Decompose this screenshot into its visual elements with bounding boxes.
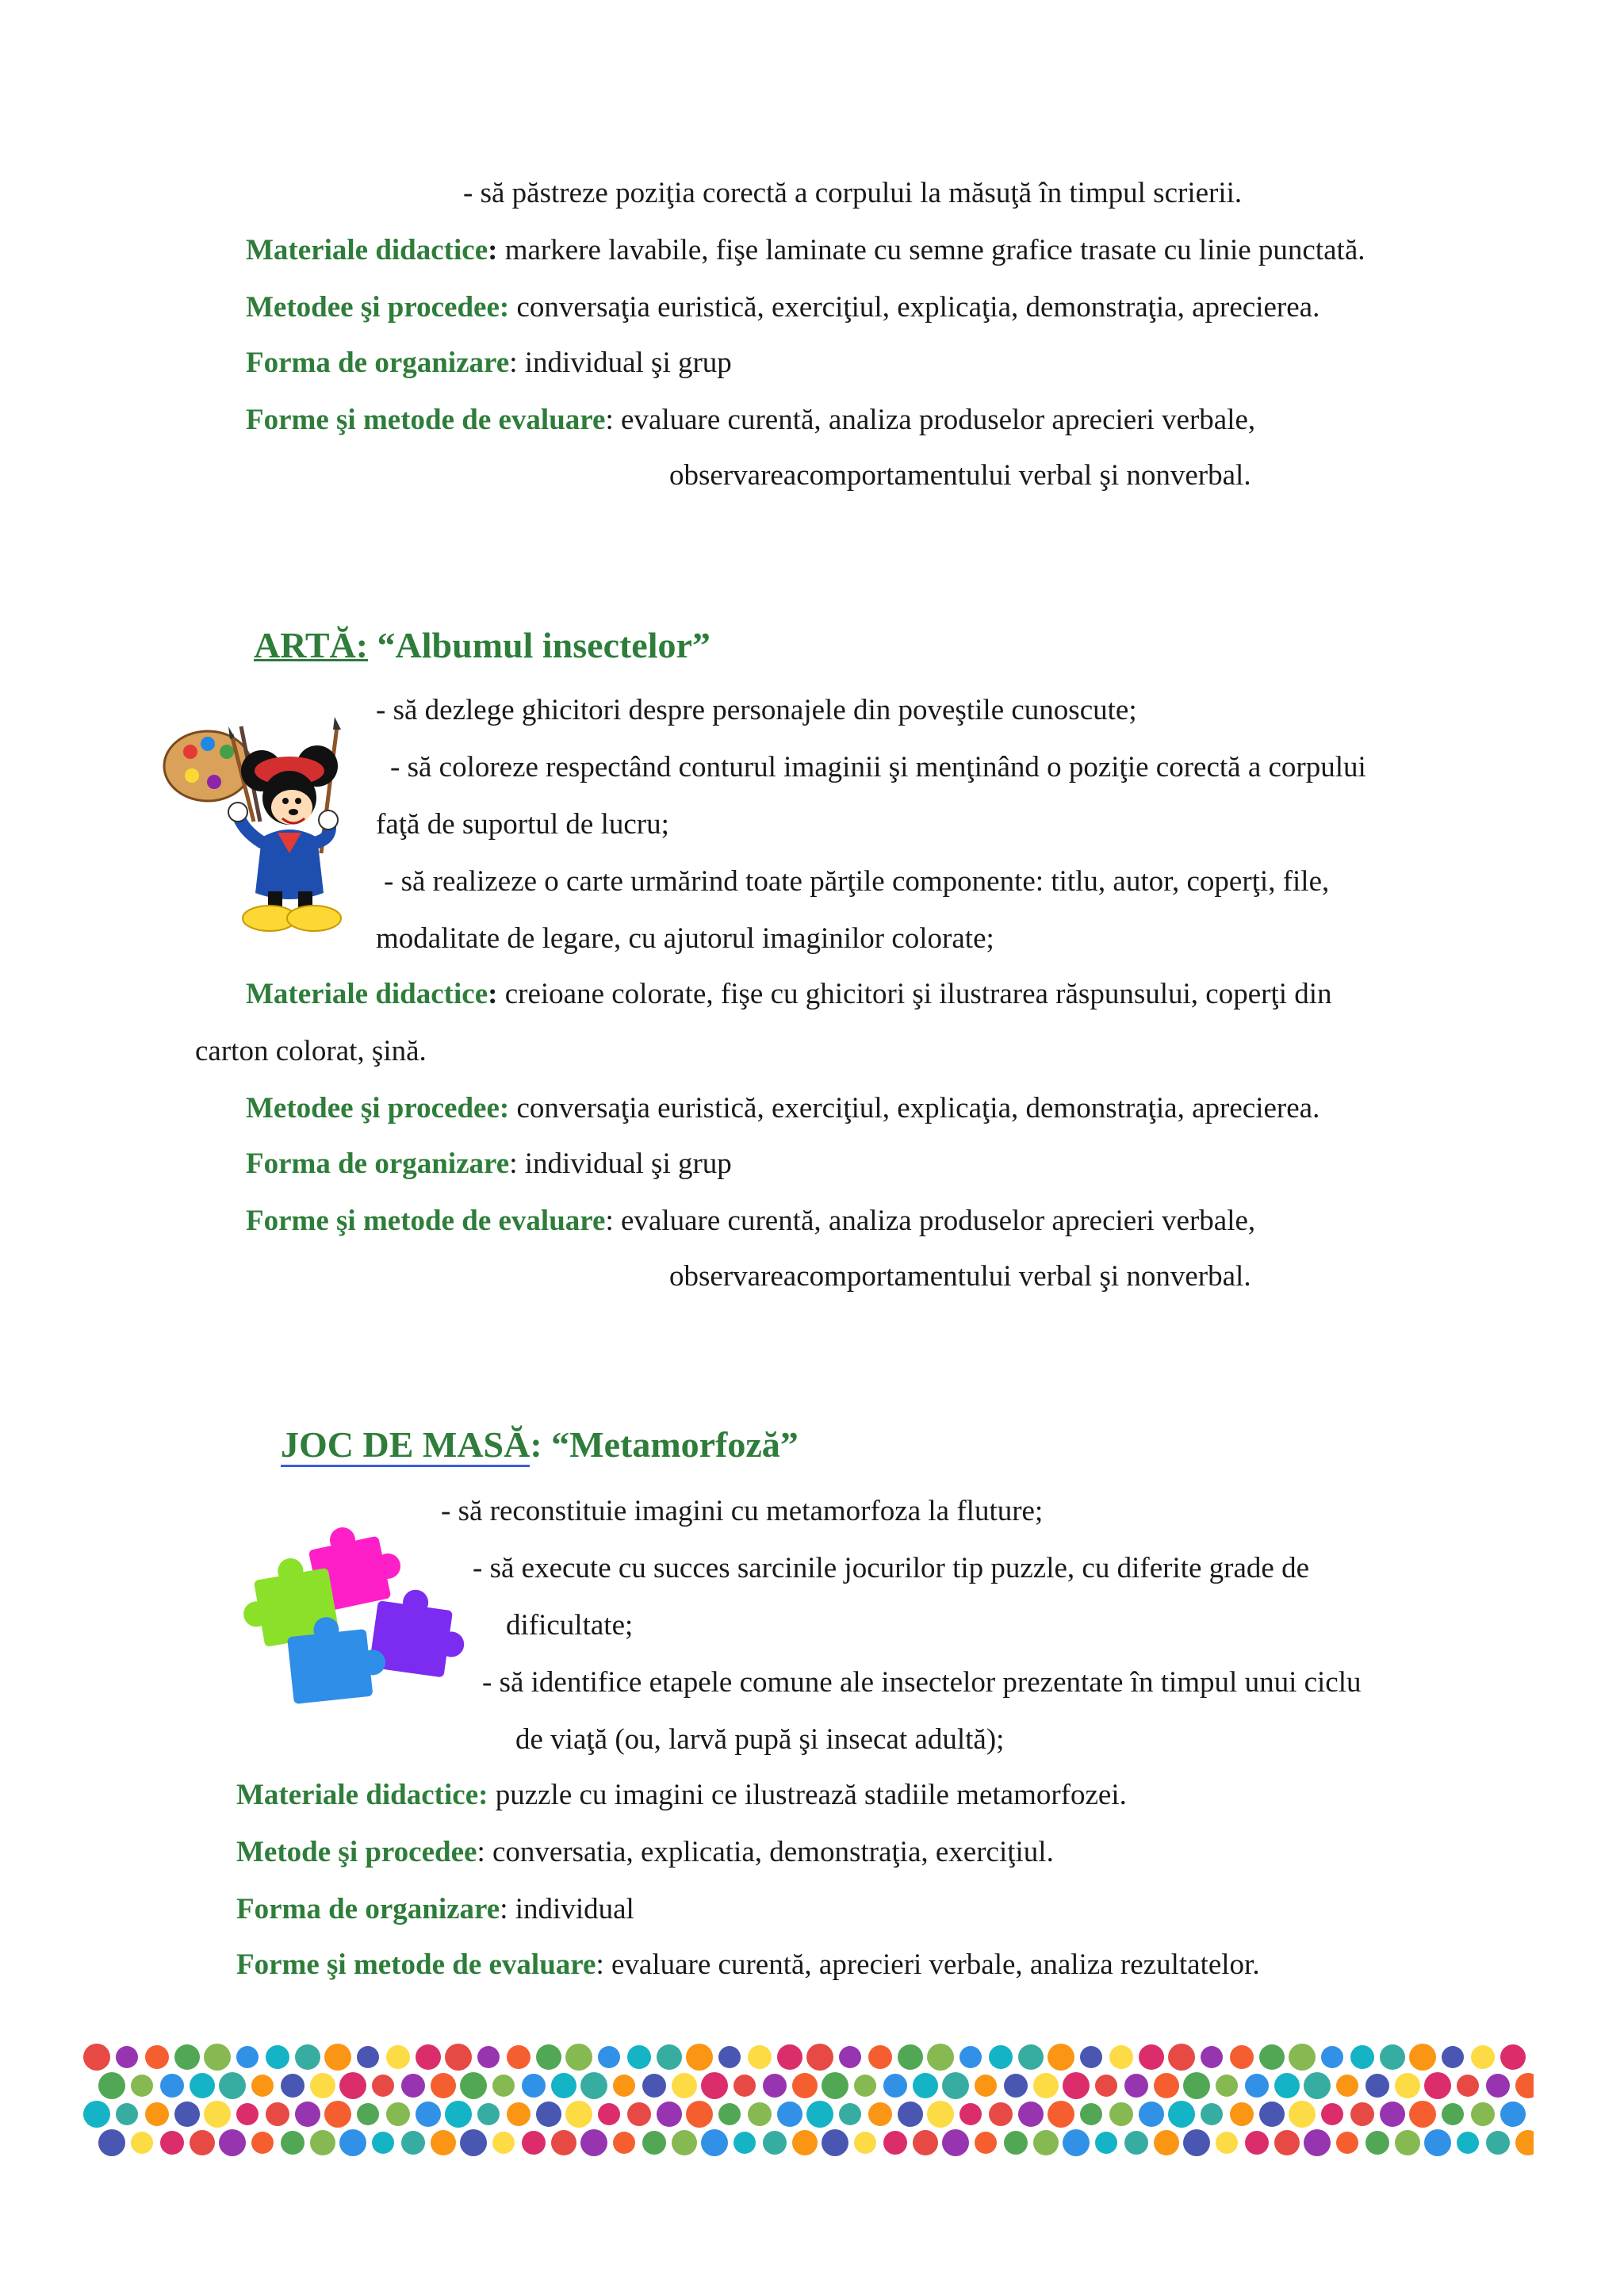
decorative-dot xyxy=(1095,2075,1117,2097)
arta-org-row xyxy=(246,1147,732,1182)
decorative-dot xyxy=(942,2072,969,2099)
decorative-dot xyxy=(839,2046,861,2068)
decorative-dot xyxy=(959,2103,982,2125)
decorative-dot xyxy=(477,2046,500,2068)
decorative-dot xyxy=(98,2072,125,2099)
decorative-dot xyxy=(1183,2072,1210,2099)
decorative-dot xyxy=(339,2072,366,2099)
decorative-dot xyxy=(1259,2102,1285,2127)
decorative-dot xyxy=(1063,2072,1090,2099)
decorative-dot xyxy=(324,2044,351,2071)
decorative-dot xyxy=(1201,2046,1223,2068)
decorative-dot xyxy=(672,2073,697,2098)
joc-eval-row xyxy=(236,1948,1260,1983)
org-colon: : xyxy=(509,1148,525,1180)
org-label: Forma de organizare xyxy=(246,347,510,379)
decorative-dot xyxy=(266,2045,289,2069)
joc-objective-1: - să reconstituie imagini cu metamorfoza la fluture; xyxy=(441,1495,1044,1527)
decorative-dot xyxy=(1109,2045,1133,2069)
decorative-dot xyxy=(174,2044,200,2070)
decorative-dot xyxy=(733,2075,756,2097)
methods-value: conversatia, explicatia, demonstraţia, exerciţiul. xyxy=(492,1836,1054,1868)
eval-value: evaluare curentă, aprecieri verbale, analiza rezultatelor. xyxy=(611,1948,1260,1981)
decorative-dot xyxy=(913,2073,938,2098)
decorative-dot xyxy=(401,2131,425,2155)
decorative-dot xyxy=(1080,2103,1102,2125)
decorative-dot xyxy=(927,2101,954,2128)
top-org-row xyxy=(246,346,732,381)
materials-value: creioane colorate, fişe cu ghicitori şi ilustrarea răspunsului, coperţi din xyxy=(504,978,1332,1010)
decorative-dot xyxy=(522,2131,546,2155)
decorative-dot xyxy=(1395,2073,1420,2098)
decorative-dot xyxy=(460,2129,487,2156)
decorative-dot xyxy=(372,2132,394,2154)
methods-colon: : xyxy=(477,1836,492,1868)
decorative-dot xyxy=(190,2073,215,2098)
eval-value-1: evaluare curentă, analiza produselor aprecieri verbale, xyxy=(621,1205,1256,1237)
decorative-dot xyxy=(1274,2130,1300,2155)
decorative-dot xyxy=(116,2046,138,2068)
decorative-dot xyxy=(1500,2102,1526,2127)
decorative-dot xyxy=(1216,2075,1238,2097)
decorative-dot xyxy=(718,2103,741,2125)
decorative-dot xyxy=(281,2074,304,2098)
decorative-dot xyxy=(792,2130,818,2155)
decorative-dot xyxy=(1289,2101,1316,2128)
eval-label: Forme şi metode de evaluare xyxy=(246,1205,606,1237)
decorative-dot xyxy=(1183,2129,1210,2156)
eval-colon: : xyxy=(605,404,621,436)
decorative-dot xyxy=(839,2103,861,2125)
decorative-dot xyxy=(116,2103,138,2125)
decorative-dot xyxy=(339,2129,366,2156)
decorative-dot xyxy=(83,2044,110,2071)
decorative-dot xyxy=(416,2044,441,2070)
methods-label: Metodee şi procedee: xyxy=(246,291,517,324)
decorative-dot xyxy=(1289,2044,1316,2071)
materials-label: Materiale didactice xyxy=(246,234,488,266)
decorative-dot xyxy=(565,2044,592,2071)
decorative-dot xyxy=(1168,2101,1195,2128)
decorative-dot xyxy=(251,2132,274,2154)
decorative-dot xyxy=(372,2075,394,2097)
decorative-dot xyxy=(1124,2131,1148,2155)
decorative-dot xyxy=(1168,2044,1195,2071)
decorative-dot xyxy=(598,2103,620,2125)
decorative-dot xyxy=(1515,2073,1534,2098)
decorative-dot xyxy=(822,2129,848,2156)
top-methods-row xyxy=(246,290,1320,325)
decorative-dot xyxy=(1063,2129,1090,2156)
decorative-dot xyxy=(868,2045,892,2069)
decorative-dot xyxy=(672,2130,697,2155)
arta-objective-3a: - să realizeze o carte urmărind toate părţile componente: titlu, autor, coperţi, file, xyxy=(384,865,1330,898)
decorative-dot xyxy=(657,2044,682,2070)
joc-heading-prefix: JOC DE MASĂ xyxy=(281,1424,530,1467)
decorative-dot xyxy=(1471,2045,1495,2069)
decorative-dot xyxy=(1216,2132,1238,2154)
decorative-dot xyxy=(1304,2072,1331,2099)
decorative-dot xyxy=(1424,2129,1451,2156)
decorative-dot xyxy=(1365,2074,1389,2098)
decorative-dot xyxy=(507,2102,530,2126)
arta-objective-3b: modalitate de legare, cu ajutorul imaginilor colorate; xyxy=(376,922,994,955)
decorative-dot xyxy=(1109,2102,1133,2126)
decorative-dot xyxy=(657,2102,682,2127)
arta-eval-row xyxy=(246,1204,1255,1239)
arta-materials-row xyxy=(246,977,1332,1012)
org-value: individual şi grup xyxy=(524,1148,732,1180)
decorative-dot xyxy=(477,2103,500,2125)
decorative-dot xyxy=(1350,2045,1374,2069)
decorative-dot xyxy=(1095,2132,1117,2154)
decorative-dot xyxy=(295,2102,320,2127)
decorative-dot xyxy=(1139,2044,1164,2070)
decorative-dot xyxy=(1230,2045,1254,2069)
decorative-dot xyxy=(160,2131,184,2155)
arta-heading-prefix: ARTĂ: xyxy=(254,625,369,665)
materials-colon: : xyxy=(488,234,505,266)
materials-value: puzzle cu imagini ce ilustrează stadiile metamorfozei. xyxy=(495,1779,1127,1811)
decorative-dot xyxy=(1154,2130,1179,2155)
decorative-dot xyxy=(868,2102,892,2126)
decorative-dot xyxy=(174,2102,200,2127)
arta-heading xyxy=(254,623,710,668)
decorative-dot xyxy=(806,2101,833,2128)
decorative-dot xyxy=(792,2073,818,2098)
decorative-dot xyxy=(1442,2046,1464,2068)
eval-value-1: evaluare curentă, analiza produselor aprecieri verbale, xyxy=(621,404,1256,436)
decorative-dot xyxy=(401,2074,425,2098)
joc-objective-2b: dificultate; xyxy=(506,1609,634,1642)
decorative-dot xyxy=(295,2044,320,2070)
decorative-dot xyxy=(701,2072,728,2099)
decorative-dot xyxy=(236,2103,259,2125)
joc-heading xyxy=(281,1423,799,1467)
decorative-dot xyxy=(131,2075,153,2097)
decorative-dot xyxy=(854,2132,876,2154)
decorative-dot xyxy=(975,2075,997,2097)
decorative-dot xyxy=(989,2102,1013,2126)
decorative-dot xyxy=(1033,2130,1059,2155)
org-label: Forma de organizare xyxy=(236,1893,500,1925)
decorative-dot xyxy=(686,2044,713,2071)
top-eval-row-2: observareacomportamentului verbal şi nonverbal. xyxy=(669,459,1251,492)
decorative-dot xyxy=(1380,2102,1405,2127)
decorative-dot xyxy=(1018,2102,1044,2127)
decorative-dot xyxy=(204,2044,231,2071)
decorative-dot xyxy=(883,2131,907,2155)
decorative-dot xyxy=(357,2046,379,2068)
eval-colon: : xyxy=(596,1948,611,1981)
decorative-dot xyxy=(386,2102,410,2126)
decorative-dot xyxy=(98,2129,125,2156)
decorative-dot xyxy=(145,2102,169,2126)
decorative-dot xyxy=(160,2074,184,2098)
decorative-dot xyxy=(777,2044,802,2070)
decorative-dot xyxy=(763,2131,787,2155)
decorative-dot xyxy=(854,2075,876,2097)
materials-value: markere lavabile, fişe laminate cu semne grafice trasate cu linie punctată. xyxy=(504,234,1365,266)
org-colon: : xyxy=(500,1893,515,1925)
arta-materials-row-2: carton colorat, şină. xyxy=(195,1035,427,1067)
decorative-dot xyxy=(1048,2044,1074,2071)
decorative-dot xyxy=(251,2075,274,2097)
org-colon: : xyxy=(509,347,525,379)
decorative-dot xyxy=(613,2132,635,2154)
org-value: individual xyxy=(515,1893,634,1925)
decorative-dot xyxy=(1274,2073,1300,2098)
joc-objective-3b: de viaţă (ou, larvă pupă şi insecat adultă); xyxy=(515,1723,1005,1756)
decorative-dot xyxy=(1154,2073,1179,2098)
decorative-dot xyxy=(1380,2044,1405,2070)
decorative-dot xyxy=(281,2131,304,2155)
decorative-dot xyxy=(1245,2131,1269,2155)
decorative-dot xyxy=(219,2072,246,2099)
decorative-dot xyxy=(598,2046,620,2068)
decorative-dot xyxy=(507,2045,530,2069)
decorative-dot xyxy=(416,2102,441,2127)
arta-heading-title: “Albumul insectelor” xyxy=(368,625,710,665)
decorative-dot xyxy=(324,2101,351,2128)
eval-label: Forme şi metode de evaluare xyxy=(236,1948,596,1981)
arta-eval-row-2: observareacomportamentului verbal şi nonverbal. xyxy=(669,1260,1251,1293)
decorative-dot xyxy=(492,2075,515,2097)
decorative-dot xyxy=(522,2074,546,2098)
decorative-dot xyxy=(959,2046,982,2068)
decorative-dot xyxy=(642,2074,666,2098)
decorative-dot xyxy=(1321,2046,1343,2068)
decorative-dot xyxy=(551,2130,576,2155)
decorative-dot xyxy=(204,2101,231,2128)
decorative-dot xyxy=(1515,2130,1534,2155)
decorative-dot xyxy=(748,2102,772,2126)
decorative-dot xyxy=(883,2074,907,2098)
decorative-dot xyxy=(701,2129,728,2156)
eval-label: Forme şi metode de evaluare xyxy=(246,404,606,436)
decorative-dot xyxy=(1230,2102,1254,2126)
decorative-dot xyxy=(1471,2102,1495,2126)
decorative-dot xyxy=(536,2102,561,2127)
decorative-dot xyxy=(1457,2075,1479,2097)
colorful-dots-border-icon xyxy=(82,2041,1534,2160)
decorative-dot xyxy=(492,2132,515,2154)
puzzle-pieces-icon xyxy=(235,1518,465,1716)
decorative-dot xyxy=(1321,2103,1343,2125)
methods-label: Metode şi procedee xyxy=(236,1836,477,1868)
decorative-dot xyxy=(1350,2102,1374,2126)
decorative-dot xyxy=(1004,2074,1028,2098)
decorative-dot xyxy=(942,2129,969,2156)
decorative-dot xyxy=(1409,2044,1436,2071)
methods-value: conversaţia euristică, exerciţiul, explicaţia, demonstraţia, aprecierea. xyxy=(516,1092,1320,1125)
org-value: individual şi grup xyxy=(524,347,732,379)
decorative-dot xyxy=(431,2130,456,2155)
decorative-dot xyxy=(1500,2044,1526,2070)
decorative-dot xyxy=(536,2044,561,2070)
decorative-dot xyxy=(822,2072,848,2099)
decorative-dot xyxy=(1409,2101,1436,2128)
arta-objective-2a: - să coloreze respectând conturul imaginii şi menţinând o poziţie corectă a corpului xyxy=(390,751,1366,784)
decorative-dot xyxy=(1259,2044,1285,2070)
org-label: Forma de organizare xyxy=(246,1148,510,1180)
decorative-dot xyxy=(1365,2131,1389,2155)
materials-label: Materiale didactice: xyxy=(236,1779,496,1811)
eval-colon: : xyxy=(605,1205,621,1237)
decorative-dot xyxy=(219,2129,246,2156)
joc-org-row xyxy=(236,1892,634,1927)
arta-objective-1: - să dezlege ghicitori despre personajele din poveştile cunoscute; xyxy=(376,694,1137,726)
decorative-dot xyxy=(310,2073,335,2098)
decorative-dot xyxy=(913,2130,938,2155)
decorative-dot xyxy=(445,2044,472,2071)
decorative-dot xyxy=(627,2045,651,2069)
decorative-dot xyxy=(1245,2074,1269,2098)
top-eval-row xyxy=(246,403,1255,438)
joc-materials-row xyxy=(236,1778,1127,1813)
decorative-dot xyxy=(131,2132,153,2154)
decorative-dot xyxy=(627,2102,651,2126)
decorative-dot xyxy=(642,2131,666,2155)
methods-value: conversaţia euristică, exerciţiul, explicaţia, demonstraţia, aprecierea. xyxy=(516,291,1320,324)
decorative-dot xyxy=(1018,2044,1044,2070)
decorative-dot xyxy=(266,2102,289,2126)
decorative-dot xyxy=(1124,2074,1148,2098)
materials-colon: : xyxy=(488,978,505,1010)
joc-heading-title: : “Metamorfoză” xyxy=(530,1424,799,1465)
decorative-dot xyxy=(1139,2102,1164,2127)
decorative-dot xyxy=(236,2046,259,2068)
decorative-dot xyxy=(1004,2131,1028,2155)
decorative-dot xyxy=(718,2046,741,2068)
materials-label: Materiale didactice xyxy=(246,978,488,1010)
top-materials-row xyxy=(246,233,1365,268)
decorative-dot xyxy=(733,2132,756,2154)
decorative-dot xyxy=(83,2101,110,2128)
top-objective-last: - să păstreze poziţia corectă a corpului la măsuţă în timpul scrierii. xyxy=(463,177,1243,209)
arta-methods-row xyxy=(246,1091,1320,1126)
decorative-dot xyxy=(1336,2075,1358,2097)
decorative-dot xyxy=(145,2045,169,2069)
decorative-dot xyxy=(1424,2072,1451,2099)
decorative-dot xyxy=(1080,2046,1102,2068)
decorative-dot xyxy=(310,2130,335,2155)
decorative-dot xyxy=(748,2045,772,2069)
painter-mouse-icon xyxy=(159,703,357,937)
decorative-dot xyxy=(898,2102,923,2127)
decorative-dot xyxy=(1486,2131,1510,2155)
decorative-dot xyxy=(1457,2132,1479,2154)
decorative-dot xyxy=(975,2132,997,2154)
decorative-dot xyxy=(1304,2129,1331,2156)
decorative-dot xyxy=(686,2101,713,2128)
decorative-dot xyxy=(1201,2103,1223,2125)
joc-methods-row xyxy=(236,1835,1054,1870)
decorative-dot xyxy=(565,2101,592,2128)
decorative-dot xyxy=(1048,2101,1074,2128)
arta-objective-2b: faţă de suportul de lucru; xyxy=(376,808,669,841)
decorative-dot xyxy=(551,2073,576,2098)
decorative-dot xyxy=(898,2044,923,2070)
joc-objective-3a: - să identifice etapele comune ale insectelor prezentate în timpul unui ciclu xyxy=(482,1666,1362,1699)
decorative-dot xyxy=(1442,2103,1464,2125)
joc-objective-2a: - să execute cu succes sarcinile jocurilor tip puzzle, cu diferite grade de xyxy=(473,1552,1310,1584)
decorative-dot xyxy=(989,2045,1013,2069)
decorative-dot xyxy=(460,2072,487,2099)
decorative-dot xyxy=(190,2130,215,2155)
decorative-dot xyxy=(806,2044,833,2071)
decorative-dot xyxy=(431,2073,456,2098)
decorative-dot xyxy=(1395,2130,1420,2155)
decorative-dot xyxy=(763,2074,787,2098)
decorative-dot xyxy=(386,2045,410,2069)
decorative-dot xyxy=(1033,2073,1059,2098)
decorative-dot xyxy=(357,2103,379,2125)
decorative-dot xyxy=(580,2072,607,2099)
decorative-dot xyxy=(1486,2074,1510,2098)
decorative-dot xyxy=(1336,2132,1358,2154)
decorative-dot xyxy=(777,2102,802,2127)
methods-label: Metodee şi procedee: xyxy=(246,1092,517,1125)
decorative-dot xyxy=(927,2044,954,2071)
decorative-dot xyxy=(445,2101,472,2128)
decorative-dot xyxy=(580,2129,607,2156)
decorative-dot xyxy=(613,2075,635,2097)
